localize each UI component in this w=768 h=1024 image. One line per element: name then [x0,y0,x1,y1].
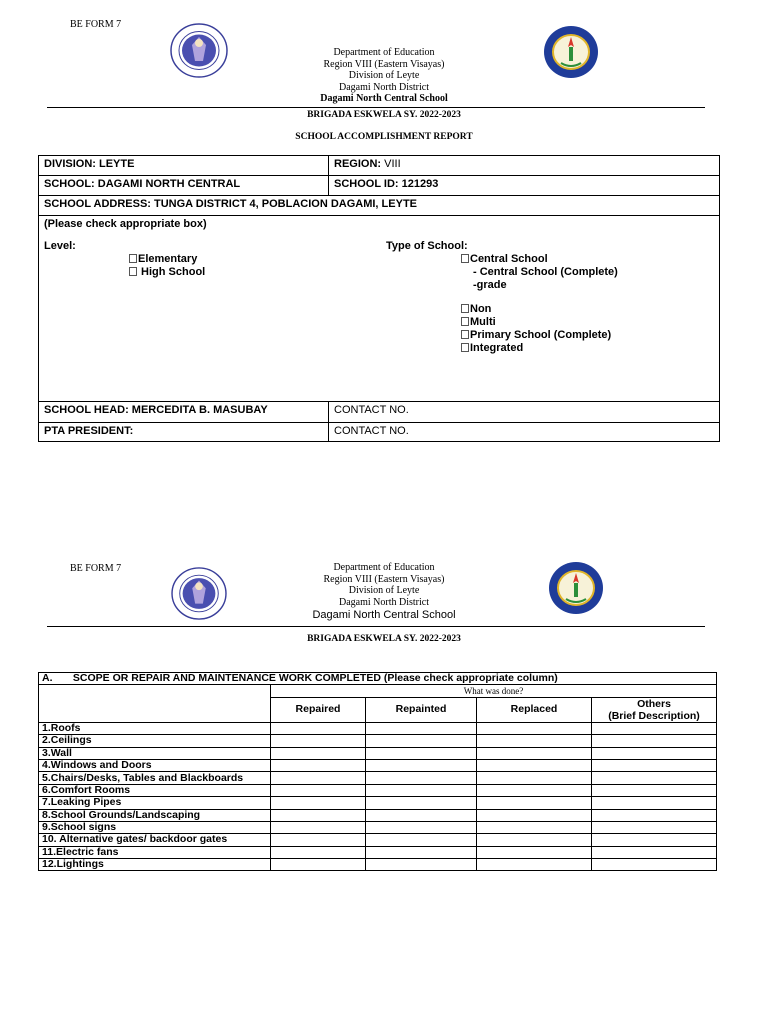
what-done-header: What was done? [271,685,717,697]
checkbox[interactable] [129,254,137,263]
school-name: Dagami North Central School [320,93,448,104]
cell-repaired[interactable] [271,834,366,846]
report-title-sy: BRIGADA ESKWELA SY. 2022-2023 [307,110,461,120]
type-level-cell [39,216,720,402]
col-replaced: Replaced [477,697,592,722]
col-repainted: Repainted [366,697,477,722]
check-note: (Please check appropriate box) [44,218,207,230]
cell-others[interactable] [592,722,717,734]
region-cell: REGION: VIII [329,156,720,176]
cell-repainted[interactable] [366,747,477,759]
cell-replaced[interactable] [477,846,592,858]
item-label: 6.Comfort Rooms [39,784,271,796]
cell-others[interactable] [592,772,717,784]
school-seal-icon [548,561,604,615]
cell-repainted[interactable] [366,735,477,747]
table-row [39,735,717,747]
cell-repaired[interactable] [271,722,366,734]
cell-repaired[interactable] [271,759,366,771]
cell-others[interactable] [592,747,717,759]
cell-repaired[interactable] [271,784,366,796]
header-line: Division of Leyte [348,585,420,596]
cell-replaced[interactable] [477,834,592,846]
cell-replaced[interactable] [477,797,592,809]
report-title-sy: BRIGADA ESKWELA SY. 2022-2023 [307,634,461,644]
cell-repaired[interactable] [271,859,366,871]
cell-replaced[interactable] [477,735,592,747]
cell-repainted[interactable] [366,821,477,833]
contact-cell: CONTACT NO. [329,423,720,442]
type-options-a [461,253,618,292]
form-label: BE FORM 7 [70,19,122,30]
table-row [39,722,717,734]
report-title: SCHOOL ACCOMPLISHMENT REPORT [295,132,473,142]
checkbox[interactable] [461,330,469,339]
cell-others[interactable] [592,797,717,809]
cell-others[interactable] [592,735,717,747]
item-label: 1.Roofs [39,722,271,734]
cell-repaired[interactable] [271,735,366,747]
scope-rows [39,722,717,871]
address-cell: SCHOOL ADDRESS: TUNGA DISTRICT 4, POBLACION DAGAMI, LEYTE [39,196,720,216]
level-label: Level: [44,240,76,252]
item-label: 10. Alternative gates/ backdoor gates [39,834,271,846]
cell-replaced[interactable] [477,772,592,784]
cell-repainted[interactable] [366,846,477,858]
cell-others[interactable] [592,759,717,771]
cell-others[interactable] [592,859,717,871]
cell-repaired[interactable] [271,772,366,784]
type-option-multi[interactable]: Multi [461,316,611,329]
cell-repainted[interactable] [366,797,477,809]
cell-others[interactable] [592,809,717,821]
header-line: Division of Leyte [348,70,420,81]
item-label: 2.Ceilings [39,735,271,747]
cell-replaced[interactable] [477,821,592,833]
school-head-cell: SCHOOL HEAD: MERCEDITA B. MASUBAY [39,402,329,423]
cell-replaced[interactable] [477,859,592,871]
item-label: 4.Windows and Doors [39,759,271,771]
header-line: Department of Education [333,562,435,573]
table-row [39,821,717,833]
scope-table [38,672,717,871]
type-label: Type of School: [386,240,468,252]
cell-repainted[interactable] [366,834,477,846]
item-label: 11.Electric fans [39,846,271,858]
type-option-primary[interactable]: Primary School (Complete) [461,329,611,342]
item-header-blank [39,685,271,722]
cell-others[interactable] [592,821,717,833]
type-sub-grade: -grade [473,279,507,291]
type-option-central[interactable]: Central School [461,253,618,266]
page2-header [284,562,484,622]
school-cell: SCHOOL: DAGAMI NORTH CENTRAL [39,176,329,196]
cell-repaired[interactable] [271,747,366,759]
cell-replaced[interactable] [477,784,592,796]
checkbox[interactable] [461,304,469,313]
cell-others[interactable] [592,846,717,858]
deped-seal-icon [170,23,228,78]
level-options [129,253,205,279]
cell-replaced[interactable] [477,722,592,734]
checkbox[interactable] [461,343,469,352]
cell-repaired[interactable] [271,797,366,809]
cell-repainted[interactable] [366,809,477,821]
cell-repaired[interactable] [271,821,366,833]
deped-seal-icon [171,567,227,620]
cell-others[interactable] [592,834,717,846]
item-label: 12.Lightings [39,859,271,871]
header-line: Department of Education [333,47,435,58]
cell-repaired[interactable] [271,846,366,858]
table-row [39,859,717,871]
level-option-elementary[interactable]: Elementary [129,253,205,266]
type-option-non[interactable]: Non [461,303,611,316]
cell-others[interactable] [592,784,717,796]
table-row [39,797,717,809]
header-line: Dagami North District [339,81,429,93]
table-row [39,809,717,821]
header-divider [47,107,705,108]
pta-cell: PTA PRESIDENT: [39,423,329,442]
school-info-table [38,155,720,442]
table-row [39,747,717,759]
type-options-b [461,303,611,355]
cell-replaced[interactable] [477,747,592,759]
cell-repainted[interactable] [366,759,477,771]
header-line: Region VIII (Eastern Visayas) [323,58,445,70]
division-cell: DIVISION: LEYTE [39,156,329,176]
col-others: Others (Brief Description) [592,697,717,722]
item-label: 5.Chairs/Desks, Tables and Blackboards [39,772,271,784]
cell-replaced[interactable] [477,759,592,771]
school-seal-icon [543,25,599,79]
table-row [39,772,717,784]
item-label: 3.Wall [39,747,271,759]
header-line: Region VIII (Eastern Visayas) [323,573,445,585]
cell-repaired[interactable] [271,809,366,821]
header-line: Dagami North District [339,596,429,608]
cell-repainted[interactable] [366,859,477,871]
item-label: 8.School Grounds/Landscaping [39,809,271,821]
table-row [39,846,717,858]
type-sub-complete: - Central School (Complete) [473,266,618,278]
page1-header [284,47,484,105]
cell-repainted[interactable] [366,772,477,784]
cell-replaced[interactable] [477,809,592,821]
checkbox[interactable] [461,254,469,263]
checkbox[interactable] [129,267,137,276]
cell-repainted[interactable] [366,784,477,796]
col-repaired: Repaired [271,697,366,722]
level-option-high-school[interactable]: High School [129,266,205,279]
item-label: 7.Leaking Pipes [39,797,271,809]
school-id-cell: SCHOOL ID: 121293 [329,176,720,196]
header-divider [47,626,705,627]
table-row [39,784,717,796]
type-option-integrated[interactable]: Integrated [461,342,611,355]
contact-cell: CONTACT NO. [329,402,720,423]
school-name: Dagami North Central School [312,609,456,621]
section-header: A. SCOPE OR REPAIR AND MAINTENANCE WORK COMPLETED (Please check appropriate column) [39,673,717,685]
checkbox[interactable] [461,317,469,326]
item-label: 9.School signs [39,821,271,833]
cell-repainted[interactable] [366,722,477,734]
form-label: BE FORM 7 [70,563,122,574]
table-row [39,759,717,771]
table-row [39,834,717,846]
